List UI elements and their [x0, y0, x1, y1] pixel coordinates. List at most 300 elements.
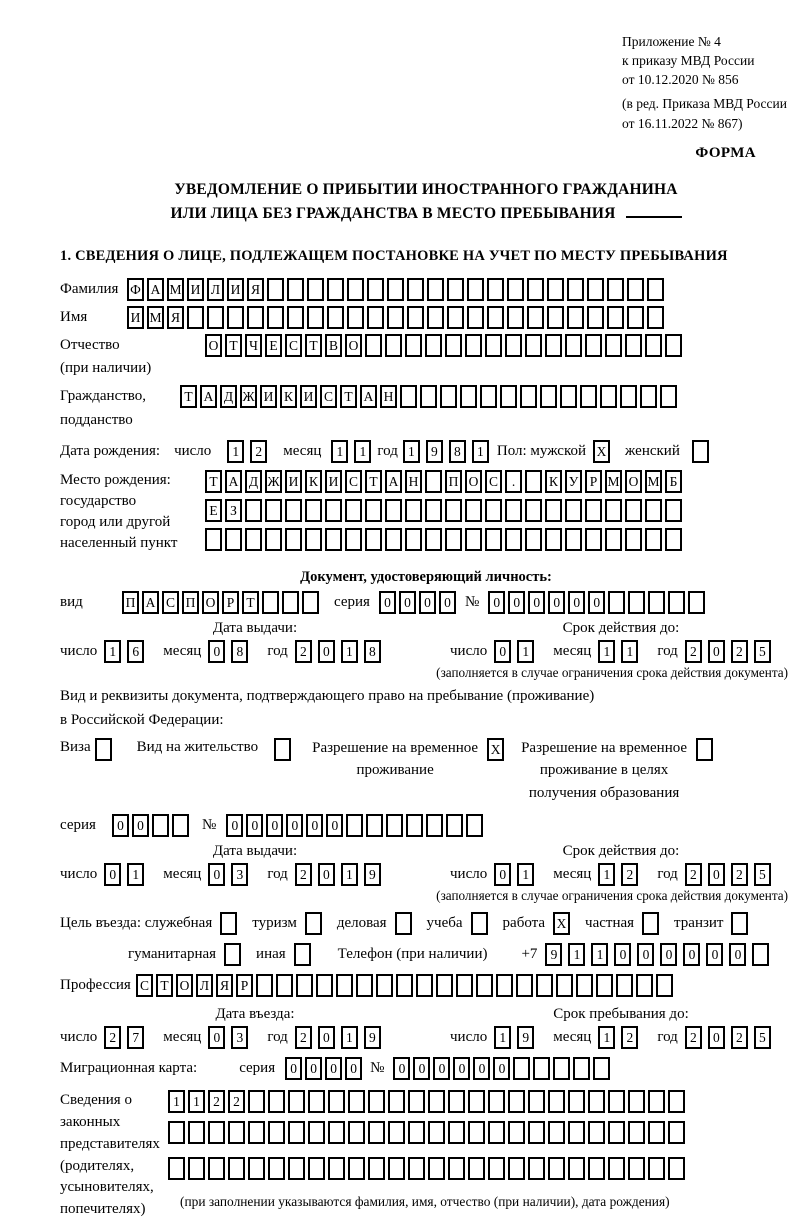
char-box[interactable]	[628, 1090, 645, 1113]
char-box[interactable]: 1	[517, 640, 534, 663]
char-box[interactable]: 0	[708, 863, 725, 886]
char-box[interactable]	[428, 1090, 445, 1113]
char-box[interactable]	[408, 1121, 425, 1144]
char-box[interactable]: 2	[621, 1026, 638, 1049]
char-box[interactable]	[636, 974, 653, 997]
char-box[interactable]: 2	[228, 1090, 245, 1113]
char-box[interactable]	[505, 499, 522, 522]
char-box[interactable]: 1	[494, 1026, 511, 1049]
char-box[interactable]	[262, 591, 279, 614]
char-box[interactable]	[525, 470, 542, 493]
char-box[interactable]: И	[227, 278, 244, 301]
char-box[interactable]	[565, 334, 582, 357]
char-box[interactable]	[287, 306, 304, 329]
char-box[interactable]: 0	[325, 1057, 342, 1080]
char-box[interactable]	[368, 1090, 385, 1113]
char-box[interactable]	[440, 385, 457, 408]
char-box[interactable]: М	[147, 306, 164, 329]
char-box[interactable]	[585, 528, 602, 551]
char-box[interactable]	[448, 1121, 465, 1144]
char-box[interactable]	[296, 974, 313, 997]
char-box[interactable]: .	[505, 470, 522, 493]
char-box[interactable]: К	[305, 470, 322, 493]
char-box[interactable]	[308, 1090, 325, 1113]
char-box[interactable]	[268, 1157, 285, 1180]
temp-residence-edu-checkbox[interactable]	[696, 738, 713, 761]
char-box[interactable]	[528, 1090, 545, 1113]
char-box[interactable]: 0	[208, 863, 225, 886]
char-box[interactable]	[225, 528, 242, 551]
char-box[interactable]	[288, 1121, 305, 1144]
char-box[interactable]	[345, 499, 362, 522]
purpose-work-checkbox[interactable]: X	[553, 912, 570, 935]
char-box[interactable]: 0	[488, 591, 505, 614]
char-box[interactable]: Д	[245, 470, 262, 493]
char-box[interactable]: 1	[331, 440, 348, 463]
char-box[interactable]	[328, 1121, 345, 1144]
purpose-official-checkbox[interactable]	[220, 912, 237, 935]
char-box[interactable]: 1	[403, 440, 420, 463]
char-box[interactable]	[588, 1121, 605, 1144]
char-box[interactable]: 1	[591, 943, 608, 966]
char-box[interactable]: Т	[225, 334, 242, 357]
char-box[interactable]: 2	[104, 1026, 121, 1049]
char-box[interactable]	[553, 1057, 570, 1080]
char-box[interactable]: 2	[295, 640, 312, 663]
char-box[interactable]: 8	[364, 640, 381, 663]
char-box[interactable]	[188, 1121, 205, 1144]
char-box[interactable]	[607, 306, 624, 329]
char-box[interactable]	[648, 1121, 665, 1144]
char-box[interactable]	[188, 1157, 205, 1180]
char-box[interactable]	[668, 1090, 685, 1113]
char-box[interactable]	[547, 278, 564, 301]
char-box[interactable]: Н	[405, 470, 422, 493]
char-box[interactable]	[285, 528, 302, 551]
char-box[interactable]: Б	[665, 470, 682, 493]
char-box[interactable]	[627, 278, 644, 301]
char-box[interactable]: 5	[754, 640, 771, 663]
char-box[interactable]: Т	[340, 385, 357, 408]
char-box[interactable]	[665, 499, 682, 522]
char-box[interactable]	[468, 1090, 485, 1113]
char-box[interactable]	[608, 1157, 625, 1180]
char-box[interactable]	[573, 1057, 590, 1080]
char-box[interactable]	[396, 974, 413, 997]
char-box[interactable]	[600, 385, 617, 408]
char-box[interactable]	[387, 278, 404, 301]
char-box[interactable]	[328, 1090, 345, 1113]
char-box[interactable]	[585, 334, 602, 357]
char-box[interactable]: 0	[494, 863, 511, 886]
char-box[interactable]	[525, 499, 542, 522]
char-box[interactable]: 0	[318, 863, 335, 886]
char-box[interactable]	[365, 528, 382, 551]
char-box[interactable]	[427, 306, 444, 329]
char-box[interactable]	[648, 1157, 665, 1180]
char-box[interactable]	[665, 528, 682, 551]
char-box[interactable]: Ч	[245, 334, 262, 357]
char-box[interactable]: 1	[517, 863, 534, 886]
char-box[interactable]: Я	[167, 306, 184, 329]
char-box[interactable]	[485, 528, 502, 551]
char-box[interactable]	[406, 814, 423, 837]
purpose-business-checkbox[interactable]	[395, 912, 412, 935]
char-box[interactable]	[347, 306, 364, 329]
char-box[interactable]	[425, 470, 442, 493]
char-box[interactable]	[527, 278, 544, 301]
char-box[interactable]	[267, 278, 284, 301]
char-box[interactable]	[488, 1090, 505, 1113]
char-box[interactable]	[480, 385, 497, 408]
char-box[interactable]: Т	[305, 334, 322, 357]
char-box[interactable]	[365, 499, 382, 522]
char-box[interactable]: Р	[236, 974, 253, 997]
char-box[interactable]: С	[320, 385, 337, 408]
char-box[interactable]	[405, 334, 422, 357]
char-box[interactable]	[540, 385, 557, 408]
char-box[interactable]: О	[205, 334, 222, 357]
char-box[interactable]: 0	[493, 1057, 510, 1080]
char-box[interactable]: М	[167, 278, 184, 301]
purpose-humanitarian-checkbox[interactable]	[224, 943, 241, 966]
char-box[interactable]	[647, 306, 664, 329]
char-box[interactable]	[525, 334, 542, 357]
char-box[interactable]	[565, 528, 582, 551]
char-box[interactable]	[468, 1121, 485, 1144]
char-box[interactable]: 1	[188, 1090, 205, 1113]
char-box[interactable]: 0	[305, 1057, 322, 1080]
sex-male-checkbox[interactable]: X	[593, 440, 610, 463]
char-box[interactable]	[565, 499, 582, 522]
char-box[interactable]	[308, 1157, 325, 1180]
char-box[interactable]	[533, 1057, 550, 1080]
char-box[interactable]: 9	[364, 1026, 381, 1049]
char-box[interactable]	[387, 306, 404, 329]
char-box[interactable]	[656, 974, 673, 997]
char-box[interactable]: Ж	[265, 470, 282, 493]
char-box[interactable]: 1	[227, 440, 244, 463]
char-box[interactable]	[567, 306, 584, 329]
char-box[interactable]: С	[345, 470, 362, 493]
char-box[interactable]	[488, 1121, 505, 1144]
char-box[interactable]: О	[465, 470, 482, 493]
char-box[interactable]: 2	[621, 863, 638, 886]
char-box[interactable]	[405, 499, 422, 522]
char-box[interactable]: В	[325, 334, 342, 357]
char-box[interactable]	[528, 1121, 545, 1144]
char-box[interactable]	[508, 1121, 525, 1144]
char-box[interactable]	[228, 1121, 245, 1144]
char-box[interactable]: 2	[685, 640, 702, 663]
char-box[interactable]: Т	[205, 470, 222, 493]
char-box[interactable]: С	[485, 470, 502, 493]
char-box[interactable]: 0	[246, 814, 263, 837]
char-box[interactable]	[368, 1157, 385, 1180]
char-box[interactable]	[248, 1090, 265, 1113]
char-box[interactable]: 0	[286, 814, 303, 837]
char-box[interactable]	[347, 278, 364, 301]
char-box[interactable]: И	[300, 385, 317, 408]
purpose-private-checkbox[interactable]	[642, 912, 659, 935]
char-box[interactable]	[245, 499, 262, 522]
char-box[interactable]	[288, 1090, 305, 1113]
char-box[interactable]	[640, 385, 657, 408]
char-box[interactable]	[628, 591, 645, 614]
char-box[interactable]	[327, 278, 344, 301]
char-box[interactable]: 0	[528, 591, 545, 614]
char-box[interactable]	[282, 591, 299, 614]
char-box[interactable]	[365, 334, 382, 357]
char-box[interactable]	[648, 591, 665, 614]
char-box[interactable]: 1	[354, 440, 371, 463]
char-box[interactable]	[536, 974, 553, 997]
char-box[interactable]: А	[200, 385, 217, 408]
char-box[interactable]	[425, 528, 442, 551]
char-box[interactable]	[386, 814, 403, 837]
char-box[interactable]	[325, 499, 342, 522]
char-box[interactable]	[307, 306, 324, 329]
char-box[interactable]: 9	[517, 1026, 534, 1049]
char-box[interactable]: 0	[614, 943, 631, 966]
char-box[interactable]: 0	[306, 814, 323, 837]
char-box[interactable]	[305, 528, 322, 551]
char-box[interactable]: 0	[413, 1057, 430, 1080]
char-box[interactable]	[596, 974, 613, 997]
char-box[interactable]	[560, 385, 577, 408]
char-box[interactable]	[648, 1090, 665, 1113]
purpose-tourism-checkbox[interactable]	[305, 912, 322, 935]
char-box[interactable]: 0	[318, 640, 335, 663]
char-box[interactable]	[525, 528, 542, 551]
char-box[interactable]: А	[142, 591, 159, 614]
char-box[interactable]	[593, 1057, 610, 1080]
char-box[interactable]	[168, 1157, 185, 1180]
char-box[interactable]: 1	[472, 440, 489, 463]
char-box[interactable]: 2	[295, 1026, 312, 1049]
char-box[interactable]	[367, 306, 384, 329]
char-box[interactable]	[302, 591, 319, 614]
char-box[interactable]: 2	[685, 1026, 702, 1049]
char-box[interactable]	[545, 499, 562, 522]
char-box[interactable]	[448, 1157, 465, 1180]
char-box[interactable]	[528, 1157, 545, 1180]
char-box[interactable]: А	[385, 470, 402, 493]
char-box[interactable]: 0	[453, 1057, 470, 1080]
char-box[interactable]	[400, 385, 417, 408]
char-box[interactable]: 0	[568, 591, 585, 614]
char-box[interactable]: С	[136, 974, 153, 997]
purpose-transit-checkbox[interactable]	[731, 912, 748, 935]
char-box[interactable]	[466, 814, 483, 837]
char-box[interactable]: Я	[216, 974, 233, 997]
char-box[interactable]	[668, 1121, 685, 1144]
char-box[interactable]: И	[187, 278, 204, 301]
char-box[interactable]	[172, 814, 189, 837]
char-box[interactable]	[487, 306, 504, 329]
char-box[interactable]	[576, 974, 593, 997]
char-box[interactable]: 0	[419, 591, 436, 614]
char-box[interactable]	[547, 306, 564, 329]
char-box[interactable]	[608, 1121, 625, 1144]
char-box[interactable]	[625, 334, 642, 357]
char-box[interactable]	[356, 974, 373, 997]
char-box[interactable]	[505, 528, 522, 551]
temp-residence-checkbox[interactable]: X	[487, 738, 504, 761]
char-box[interactable]: И	[325, 470, 342, 493]
char-box[interactable]	[660, 385, 677, 408]
char-box[interactable]: 1	[127, 863, 144, 886]
char-box[interactable]	[276, 974, 293, 997]
char-box[interactable]: 1	[598, 1026, 615, 1049]
char-box[interactable]: 1	[341, 1026, 358, 1049]
char-box[interactable]: Н	[380, 385, 397, 408]
char-box[interactable]	[516, 974, 533, 997]
char-box[interactable]: 0	[208, 1026, 225, 1049]
char-box[interactable]	[256, 974, 273, 997]
char-box[interactable]: 2	[250, 440, 267, 463]
char-box[interactable]: И	[285, 470, 302, 493]
char-box[interactable]	[328, 1157, 345, 1180]
char-box[interactable]	[308, 1121, 325, 1144]
char-box[interactable]: Е	[265, 334, 282, 357]
char-box[interactable]	[248, 1157, 265, 1180]
char-box[interactable]: И	[127, 306, 144, 329]
char-box[interactable]	[305, 499, 322, 522]
char-box[interactable]	[507, 306, 524, 329]
char-box[interactable]	[447, 278, 464, 301]
char-box[interactable]	[545, 528, 562, 551]
char-box[interactable]: 2	[295, 863, 312, 886]
char-box[interactable]	[388, 1157, 405, 1180]
char-box[interactable]: 0	[208, 640, 225, 663]
char-box[interactable]	[427, 278, 444, 301]
char-box[interactable]	[567, 278, 584, 301]
char-box[interactable]: А	[225, 470, 242, 493]
char-box[interactable]: 0	[318, 1026, 335, 1049]
char-box[interactable]: 9	[545, 943, 562, 966]
char-box[interactable]	[548, 1157, 565, 1180]
char-box[interactable]: Я	[247, 278, 264, 301]
char-box[interactable]: 1	[621, 640, 638, 663]
char-box[interactable]	[585, 499, 602, 522]
char-box[interactable]	[465, 334, 482, 357]
char-box[interactable]: С	[285, 334, 302, 357]
char-box[interactable]	[288, 1157, 305, 1180]
char-box[interactable]: 1	[598, 640, 615, 663]
char-box[interactable]	[445, 528, 462, 551]
char-box[interactable]	[645, 499, 662, 522]
char-box[interactable]: 0	[548, 591, 565, 614]
char-box[interactable]	[500, 385, 517, 408]
char-box[interactable]	[520, 385, 537, 408]
char-box[interactable]: 8	[449, 440, 466, 463]
char-box[interactable]: 3	[231, 863, 248, 886]
char-box[interactable]: А	[147, 278, 164, 301]
char-box[interactable]: 5	[754, 863, 771, 886]
char-box[interactable]: 2	[731, 640, 748, 663]
char-box[interactable]: 2	[731, 863, 748, 886]
char-box[interactable]: Р	[585, 470, 602, 493]
char-box[interactable]	[316, 974, 333, 997]
char-box[interactable]: 0	[508, 591, 525, 614]
char-box[interactable]	[587, 278, 604, 301]
char-box[interactable]: З	[225, 499, 242, 522]
visa-checkbox[interactable]	[95, 738, 112, 761]
char-box[interactable]: 2	[685, 863, 702, 886]
char-box[interactable]: 0	[439, 591, 456, 614]
char-box[interactable]: Т	[365, 470, 382, 493]
char-box[interactable]	[388, 1090, 405, 1113]
char-box[interactable]	[448, 1090, 465, 1113]
char-box[interactable]	[668, 1157, 685, 1180]
char-box[interactable]	[545, 334, 562, 357]
char-box[interactable]	[268, 1090, 285, 1113]
char-box[interactable]	[505, 334, 522, 357]
char-box[interactable]	[346, 814, 363, 837]
char-box[interactable]	[487, 278, 504, 301]
char-box[interactable]: И	[260, 385, 277, 408]
char-box[interactable]	[628, 1157, 645, 1180]
char-box[interactable]: П	[122, 591, 139, 614]
char-box[interactable]	[265, 528, 282, 551]
char-box[interactable]	[625, 499, 642, 522]
char-box[interactable]	[348, 1157, 365, 1180]
char-box[interactable]: М	[605, 470, 622, 493]
char-box[interactable]	[366, 814, 383, 837]
char-box[interactable]: 0	[433, 1057, 450, 1080]
char-box[interactable]	[426, 814, 443, 837]
char-box[interactable]: 1	[104, 640, 121, 663]
char-box[interactable]: 8	[231, 640, 248, 663]
char-box[interactable]: 0	[345, 1057, 362, 1080]
char-box[interactable]	[425, 334, 442, 357]
char-box[interactable]	[407, 306, 424, 329]
char-box[interactable]	[608, 591, 625, 614]
char-box[interactable]	[228, 1157, 245, 1180]
char-box[interactable]	[468, 1157, 485, 1180]
char-box[interactable]: 0	[326, 814, 343, 837]
char-box[interactable]	[336, 974, 353, 997]
char-box[interactable]: 0	[226, 814, 243, 837]
char-box[interactable]	[580, 385, 597, 408]
char-box[interactable]	[568, 1090, 585, 1113]
char-box[interactable]	[588, 1090, 605, 1113]
char-box[interactable]: Т	[156, 974, 173, 997]
char-box[interactable]	[416, 974, 433, 997]
char-box[interactable]	[508, 1090, 525, 1113]
char-box[interactable]	[245, 528, 262, 551]
char-box[interactable]: 3	[231, 1026, 248, 1049]
char-box[interactable]	[445, 499, 462, 522]
char-box[interactable]	[476, 974, 493, 997]
char-box[interactable]: 0	[285, 1057, 302, 1080]
char-box[interactable]: П	[182, 591, 199, 614]
char-box[interactable]	[388, 1121, 405, 1144]
char-box[interactable]: 0	[706, 943, 723, 966]
char-box[interactable]: К	[545, 470, 562, 493]
residence-permit-checkbox[interactable]	[274, 738, 291, 761]
char-box[interactable]: П	[445, 470, 462, 493]
char-box[interactable]	[752, 943, 769, 966]
char-box[interactable]	[628, 1121, 645, 1144]
purpose-study-checkbox[interactable]	[471, 912, 488, 935]
char-box[interactable]	[325, 528, 342, 551]
char-box[interactable]	[556, 974, 573, 997]
char-box[interactable]	[268, 1121, 285, 1144]
char-box[interactable]: 2	[208, 1090, 225, 1113]
char-box[interactable]	[285, 499, 302, 522]
